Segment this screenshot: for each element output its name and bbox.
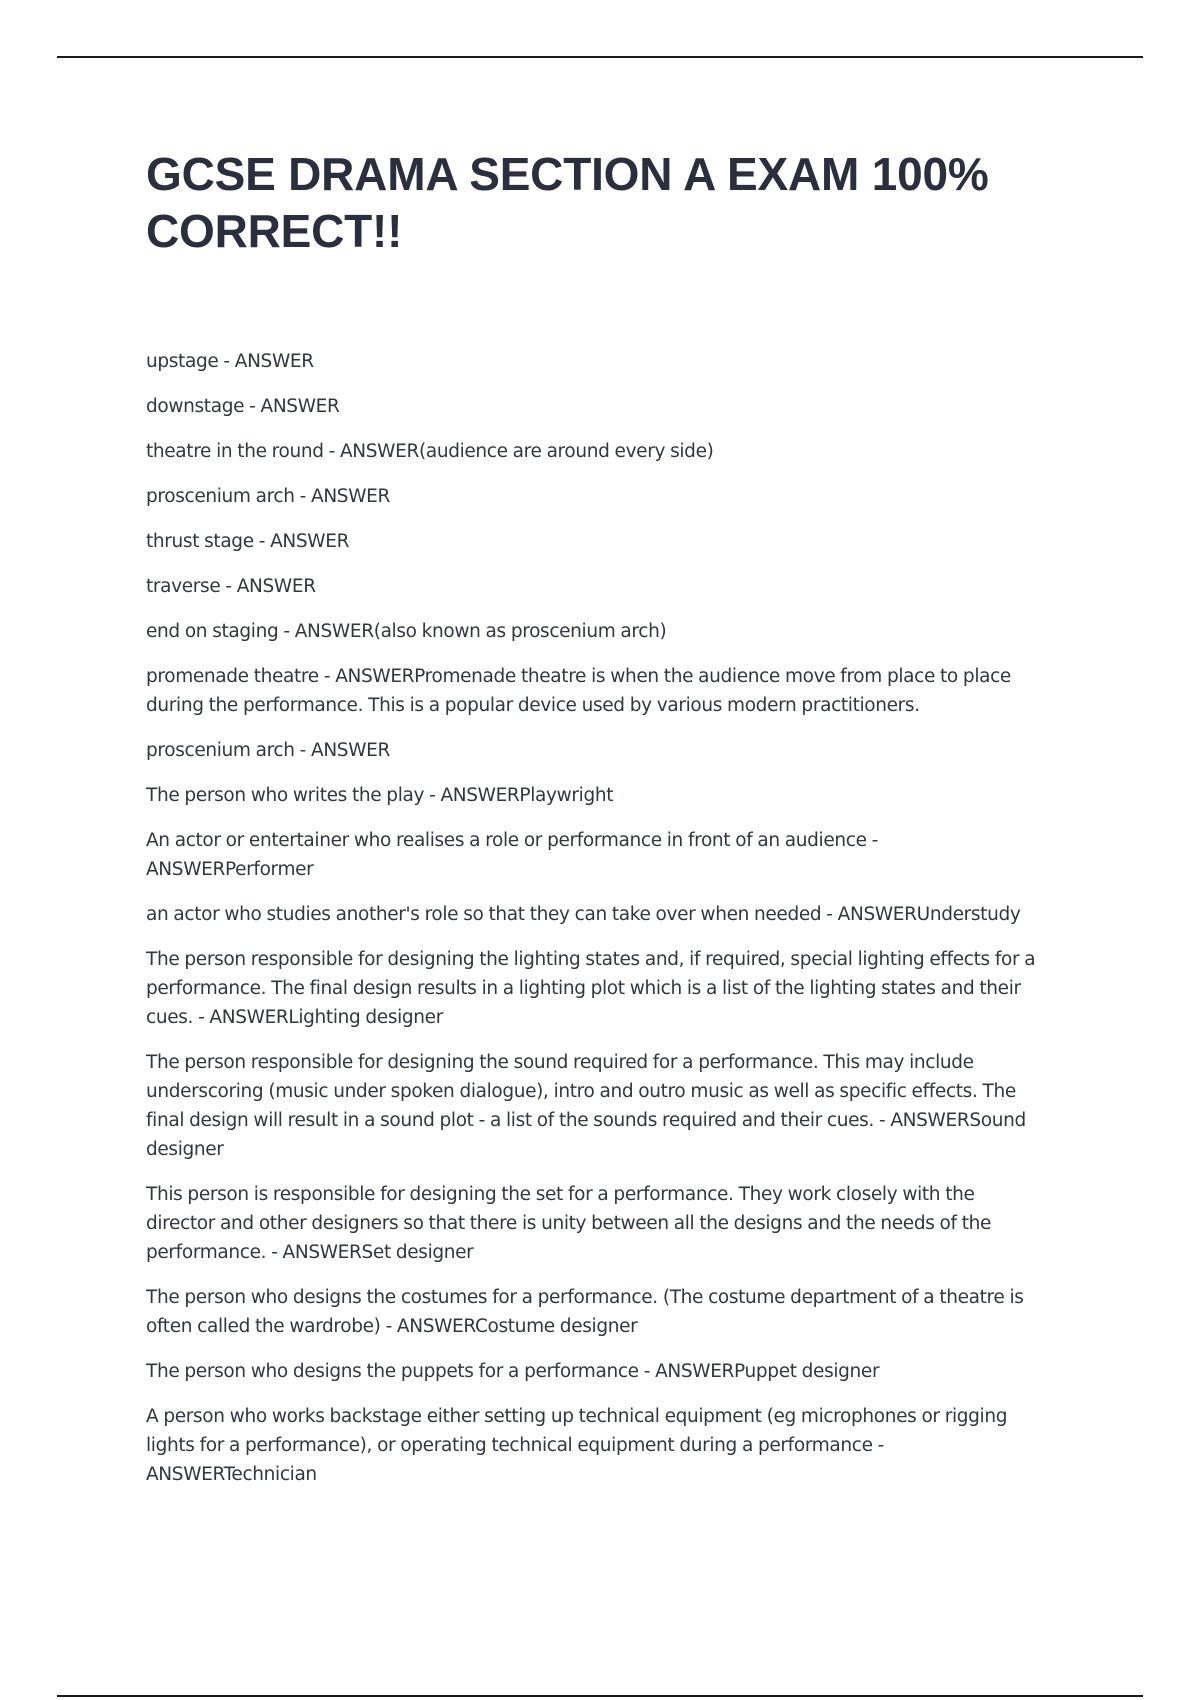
qa-entry: thrust stage - ANSWER (146, 531, 350, 552)
bottom-divider (57, 1695, 1143, 1697)
qa-entry: The person who designs the costumes for a performance. (The costume department of a theatre is often called the wardrobe) - ANSWERCostume designer (146, 1287, 1024, 1337)
qa-entry: The person who designs the puppets for a performance - ANSWERPuppet designer (146, 1361, 880, 1382)
top-divider (57, 56, 1143, 58)
qa-entry: upstage - ANSWER (146, 351, 314, 372)
qa-entry: an actor who studies another's role so that they can take over when needed - ANSWERUnderstudy (146, 904, 1021, 925)
qa-entry: An actor or entertainer who realises a role or performance in front of an audience - ANSWERPerformer (146, 830, 878, 880)
qa-entry: downstage - ANSWER (146, 396, 340, 417)
qa-list (146, 347, 1046, 1489)
qa-entry: This person is responsible for designing the set for a performance. They work closely with the director and other designers so that there is unity between all the designs and the needs of the performance. - ANSWERSet designer (146, 1184, 992, 1263)
qa-entry: proscenium arch - ANSWER (146, 486, 390, 507)
qa-entry: The person responsible for designing the lighting states and, if required, special lighting effects for a performance. The final design results in a lighting plot which is a list of the lighting states and their cues. - ANSWERLighting designer (146, 949, 1036, 1028)
qa-entry: end on staging - ANSWER(also known as proscenium arch) (146, 621, 667, 642)
qa-entry: A person who works backstage either setting up technical equipment (eg microphones or rigging lights for a performance), or operating technical equipment during a performance - ANSWERTechnician (146, 1406, 1008, 1485)
document-title: GCSE DRAMA SECTION A EXAM 100% CORRECT!! (146, 148, 989, 257)
document-body (146, 146, 1046, 1505)
qa-entry: traverse - ANSWER (146, 576, 316, 597)
qa-entry: proscenium arch - ANSWER (146, 740, 390, 761)
qa-entry: The person responsible for designing the sound required for a performance. This may include underscoring (music under spoken dialogue), intro and outro music as well as specific effects. The final design will result in a sound plot - a list of the sounds required and their cues. - ANSWERSound designer (146, 1052, 1026, 1160)
qa-entry: The person who writes the play - ANSWERPlaywright (146, 785, 614, 806)
qa-entry: promenade theatre - ANSWERPromenade theatre is when the audience move from place to place during the performance. This is a popular device used by various modern practitioners. (146, 666, 1011, 716)
qa-entry: theatre in the round - ANSWER(audience are around every side) (146, 441, 714, 462)
